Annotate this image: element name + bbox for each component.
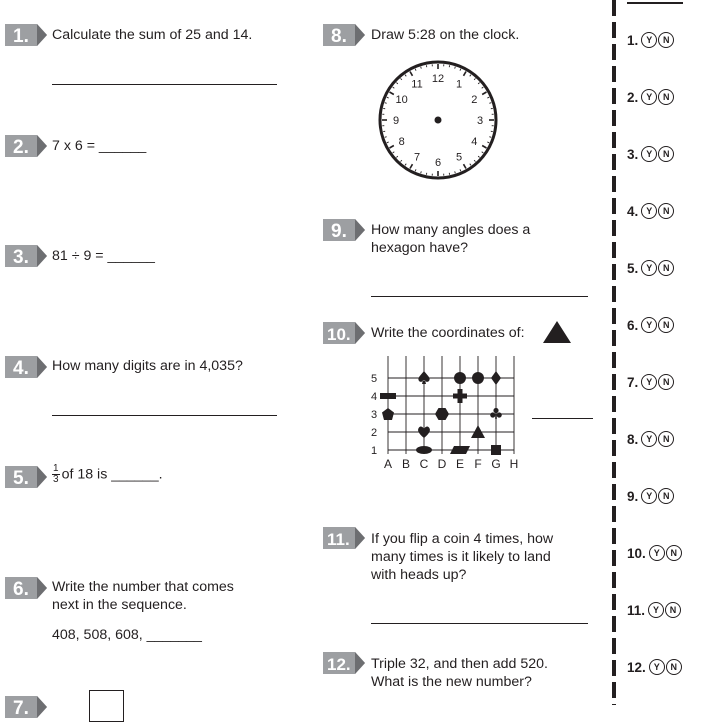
clock-number: 11 xyxy=(411,79,422,91)
x-tick-label: F xyxy=(474,457,481,471)
answer-row xyxy=(627,89,674,105)
question-text: Draw 5:28 on the clock. xyxy=(371,26,519,44)
no-circle-option[interactable]: N xyxy=(666,659,682,675)
clock-center-dot xyxy=(435,117,442,124)
answer-line[interactable] xyxy=(52,415,277,416)
x-tick-label: C xyxy=(420,457,429,471)
answer-row xyxy=(627,32,674,48)
question-text: How many digits are in 4,035? xyxy=(52,357,243,375)
no-circle-option[interactable]: N xyxy=(658,146,674,162)
question-number: 1. xyxy=(13,26,29,47)
clock-number: 2 xyxy=(471,94,477,106)
question-number-badge xyxy=(3,575,47,601)
dashed-divider xyxy=(612,0,616,705)
grid-shape-circle xyxy=(454,372,466,384)
y-tick-label: 1 xyxy=(371,445,377,457)
yes-circle-option[interactable]: Y xyxy=(641,260,657,276)
grid-shape-diamond xyxy=(491,371,501,385)
answer-row xyxy=(627,545,682,561)
answer-line[interactable] xyxy=(371,623,588,624)
yes-circle-option[interactable]: Y xyxy=(641,317,657,333)
clock-tick xyxy=(385,103,387,104)
clock-tick xyxy=(421,171,422,173)
question-text: 81 ÷ 9 = ______ xyxy=(52,247,155,265)
no-circle-option[interactable]: N xyxy=(658,431,674,447)
answer-row-number: 6. xyxy=(627,318,638,333)
question-number: 11. xyxy=(327,530,350,549)
question-text: $\frac{1}{3}$ of 18 is ______. xyxy=(52,464,163,485)
answer-row-number: 4. xyxy=(627,204,638,219)
grid-shape-rectangle xyxy=(380,393,396,399)
grid-shape-triangle xyxy=(471,425,485,438)
answer-line[interactable] xyxy=(371,296,588,297)
x-tick-label: H xyxy=(510,457,519,471)
no-circle-option[interactable]: N xyxy=(665,602,681,618)
answer-row xyxy=(627,488,674,504)
question-text: Calculate the sum of 25 and 14. xyxy=(52,26,252,44)
answer-row xyxy=(627,317,674,333)
question-text-line-2: What is the new number? xyxy=(371,673,532,691)
coordinate-grid xyxy=(370,350,530,475)
x-tick-label: A xyxy=(384,457,392,471)
clock-number: 4 xyxy=(471,136,477,148)
answer-row-number: 5. xyxy=(627,261,638,276)
answer-column-header-line xyxy=(627,2,683,4)
x-tick-label: D xyxy=(438,457,447,471)
fraction: $\frac{1}{3}$ xyxy=(52,464,60,485)
question-text-line-1: Triple 32, and then add 520. xyxy=(371,655,548,673)
question-number: 10. xyxy=(327,325,351,344)
question-number: 3. xyxy=(13,247,29,268)
answer-box[interactable] xyxy=(89,690,124,722)
no-circle-option[interactable]: N xyxy=(658,374,674,390)
no-circle-option[interactable]: N xyxy=(658,89,674,105)
answer-row-number: 10. xyxy=(627,546,646,561)
x-tick-label: B xyxy=(402,457,410,471)
answer-row-number: 1. xyxy=(627,33,638,48)
clock-tick xyxy=(455,171,456,173)
answer-row xyxy=(627,146,674,162)
question-number: 4. xyxy=(13,358,29,379)
clock-tick xyxy=(489,103,491,104)
answer-row-number: 11. xyxy=(627,603,645,618)
clock-number: 7 xyxy=(414,151,420,163)
clock-number: 8 xyxy=(399,136,405,148)
answer-row xyxy=(627,203,674,219)
question-text: Write the coordinates of: xyxy=(371,324,525,342)
answer-row-number: 12. xyxy=(627,660,646,675)
question-number: 12. xyxy=(327,655,351,674)
y-tick-label: 5 xyxy=(371,373,377,385)
yes-circle-option[interactable]: Y xyxy=(641,488,657,504)
clock-number: 5 xyxy=(456,151,462,163)
yes-circle-option[interactable]: Y xyxy=(641,89,657,105)
x-tick-label: E xyxy=(456,457,464,471)
question-number-badge xyxy=(3,464,47,490)
answer-line[interactable] xyxy=(52,84,277,85)
answer-row xyxy=(627,260,674,276)
answer-row-number: 3. xyxy=(627,147,638,162)
yes-circle-option[interactable]: Y xyxy=(649,659,665,675)
question-number: 5. xyxy=(13,468,29,489)
grid-shape-cross xyxy=(453,389,467,403)
clock-number: 12 xyxy=(432,73,444,85)
clock-number: 3 xyxy=(477,115,483,127)
question-text-line-3: with heads up? xyxy=(371,566,466,584)
no-circle-option[interactable]: N xyxy=(666,545,682,561)
yes-circle-option[interactable]: Y xyxy=(641,32,657,48)
no-circle-option[interactable]: N xyxy=(658,317,674,333)
question-number-badge xyxy=(321,525,365,551)
clock-tick xyxy=(455,67,456,69)
grid-shape-parallelogram xyxy=(450,446,470,454)
clock-number: 10 xyxy=(396,94,408,106)
grid-shape-square xyxy=(491,445,501,455)
question-text-line-2: hexagon have? xyxy=(371,239,468,257)
grid-shape-hexagon xyxy=(435,408,449,420)
question-number-badge xyxy=(3,354,47,380)
yes-circle-option[interactable]: Y xyxy=(648,602,664,618)
grid-shape-pentagon xyxy=(382,408,394,420)
question-number-badge xyxy=(3,133,47,159)
question-text-line-1: If you flip a coin 4 times, how xyxy=(371,530,553,548)
question-number: 2. xyxy=(13,137,29,158)
no-circle-option[interactable]: N xyxy=(658,203,674,219)
no-circle-option[interactable]: N xyxy=(658,260,674,276)
answer-row xyxy=(627,602,681,618)
yes-circle-option[interactable]: Y xyxy=(641,374,657,390)
yes-circle-option[interactable]: Y xyxy=(649,545,665,561)
question-number-badge xyxy=(321,217,365,243)
question-text-line-1: How many angles does a xyxy=(371,221,530,239)
question-number: 6. xyxy=(13,579,29,600)
clock-number: 6 xyxy=(435,157,441,169)
question-number-badge xyxy=(321,22,365,48)
answer-row-number: 9. xyxy=(627,489,638,504)
clock-face[interactable] xyxy=(376,58,500,182)
clock-tick xyxy=(385,137,387,138)
no-circle-option[interactable]: N xyxy=(658,32,674,48)
question-text-line-2: next in the sequence. xyxy=(52,596,187,614)
y-tick-label: 4 xyxy=(371,391,377,403)
question-text: 7 x 6 = ______ xyxy=(52,137,146,155)
grid-shape-oval xyxy=(416,446,432,454)
answer-row-number: 8. xyxy=(627,432,638,447)
question-number-badge xyxy=(3,694,47,720)
question-number: 8. xyxy=(331,26,347,47)
answer-row-number: 7. xyxy=(627,375,638,390)
answer-line[interactable] xyxy=(532,418,593,419)
yes-circle-option[interactable]: Y xyxy=(641,431,657,447)
sequence-text: 408, 508, 608, _______ xyxy=(52,626,202,644)
question-number-badge xyxy=(321,650,365,676)
answer-row-number: 2. xyxy=(627,90,638,105)
clock-tick xyxy=(489,137,491,138)
question-number: 7. xyxy=(13,698,29,719)
yes-circle-option[interactable]: Y xyxy=(641,203,657,219)
y-tick-label: 3 xyxy=(371,409,377,421)
triangle-icon xyxy=(542,320,572,344)
question-number-badge xyxy=(321,320,365,346)
grid-shape-circle xyxy=(472,372,484,384)
answer-row xyxy=(627,374,674,390)
clock-tick xyxy=(421,67,422,69)
yes-circle-option[interactable]: Y xyxy=(641,146,657,162)
question-text-line-2: many times is it likely to land xyxy=(371,548,551,566)
x-tick-label: G xyxy=(491,457,500,471)
question-text-line-1: Write the number that comes xyxy=(52,578,234,596)
question-number-badge xyxy=(3,243,47,269)
clock-number: 1 xyxy=(456,79,462,91)
grid-shape-spade xyxy=(418,371,429,384)
y-tick-label: 2 xyxy=(371,427,377,439)
clock-number: 9 xyxy=(393,115,399,127)
question-number: 9. xyxy=(331,221,347,242)
answer-row xyxy=(627,431,674,447)
no-circle-option[interactable]: N xyxy=(658,488,674,504)
question-number-badge xyxy=(3,22,47,48)
answer-row xyxy=(627,659,682,675)
